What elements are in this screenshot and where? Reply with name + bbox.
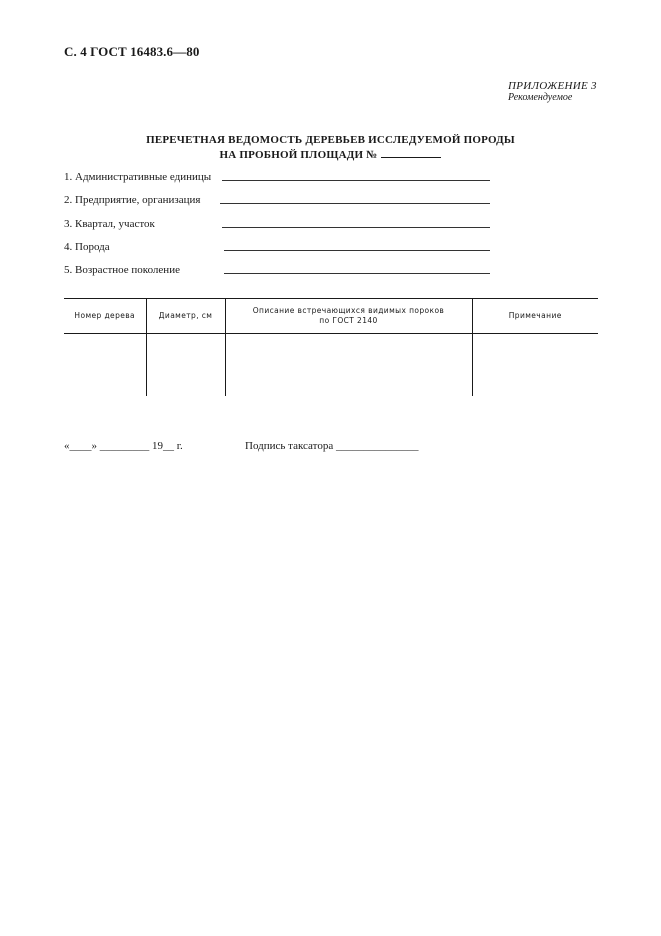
- field-blank-line: [222, 227, 490, 228]
- table-cell: [64, 334, 146, 397]
- footer-date: «____» _________ 19__ г.: [64, 440, 183, 452]
- field-label: 2. Предприятие, организация: [64, 194, 201, 206]
- table-row: [64, 334, 598, 397]
- title-line-1: ПЕРЕЧЕТНАЯ ВЕДОМОСТЬ ДЕРЕВЬЕВ ИССЛЕДУЕМОЙ ПОРОДЫ: [146, 134, 515, 146]
- tree-tally-table-wrap: [64, 298, 598, 394]
- column-header-defects-text: Описание встречающихся видимых пороков по ГОСТ 2140: [252, 306, 445, 325]
- field-blank-line: [224, 250, 490, 251]
- field-blank-line: [224, 273, 490, 274]
- plot-number-blank: [381, 147, 441, 158]
- appendix-block: [508, 80, 598, 103]
- tree-tally-table: [64, 298, 598, 396]
- table-cell: [225, 334, 472, 397]
- field-label: 1. Административные единицы: [64, 171, 212, 183]
- document-title: [0, 133, 661, 162]
- column-header-tree-number: Номер дерева: [64, 299, 146, 334]
- column-header-diameter: Диаметр, см: [146, 299, 225, 334]
- title-line-2-text: НА ПРОБНОЙ ПЛОЩАДИ №: [219, 149, 378, 161]
- field-blank-line: [222, 180, 490, 181]
- field-label: 5. Возрастное поколение: [64, 264, 180, 276]
- column-header-note: Примечание: [472, 299, 598, 334]
- page-header: С. 4 ГОСТ 16483.6—80: [64, 44, 200, 59]
- column-header-defects: [225, 299, 472, 334]
- footer-signature: Подпись таксатора _______________: [245, 440, 419, 452]
- field-blank-line: [220, 203, 490, 204]
- field-label: 3. Квартал, участок: [64, 218, 155, 230]
- appendix-note: Рекомендуемое: [508, 92, 573, 103]
- field-label: 4. Порода: [64, 241, 110, 253]
- table-cell: [472, 334, 598, 397]
- table-cell: [146, 334, 225, 397]
- appendix-label: ПРИЛОЖЕНИЕ 3: [508, 80, 597, 92]
- table-header-row: [64, 299, 598, 334]
- title-line-2: [0, 147, 661, 162]
